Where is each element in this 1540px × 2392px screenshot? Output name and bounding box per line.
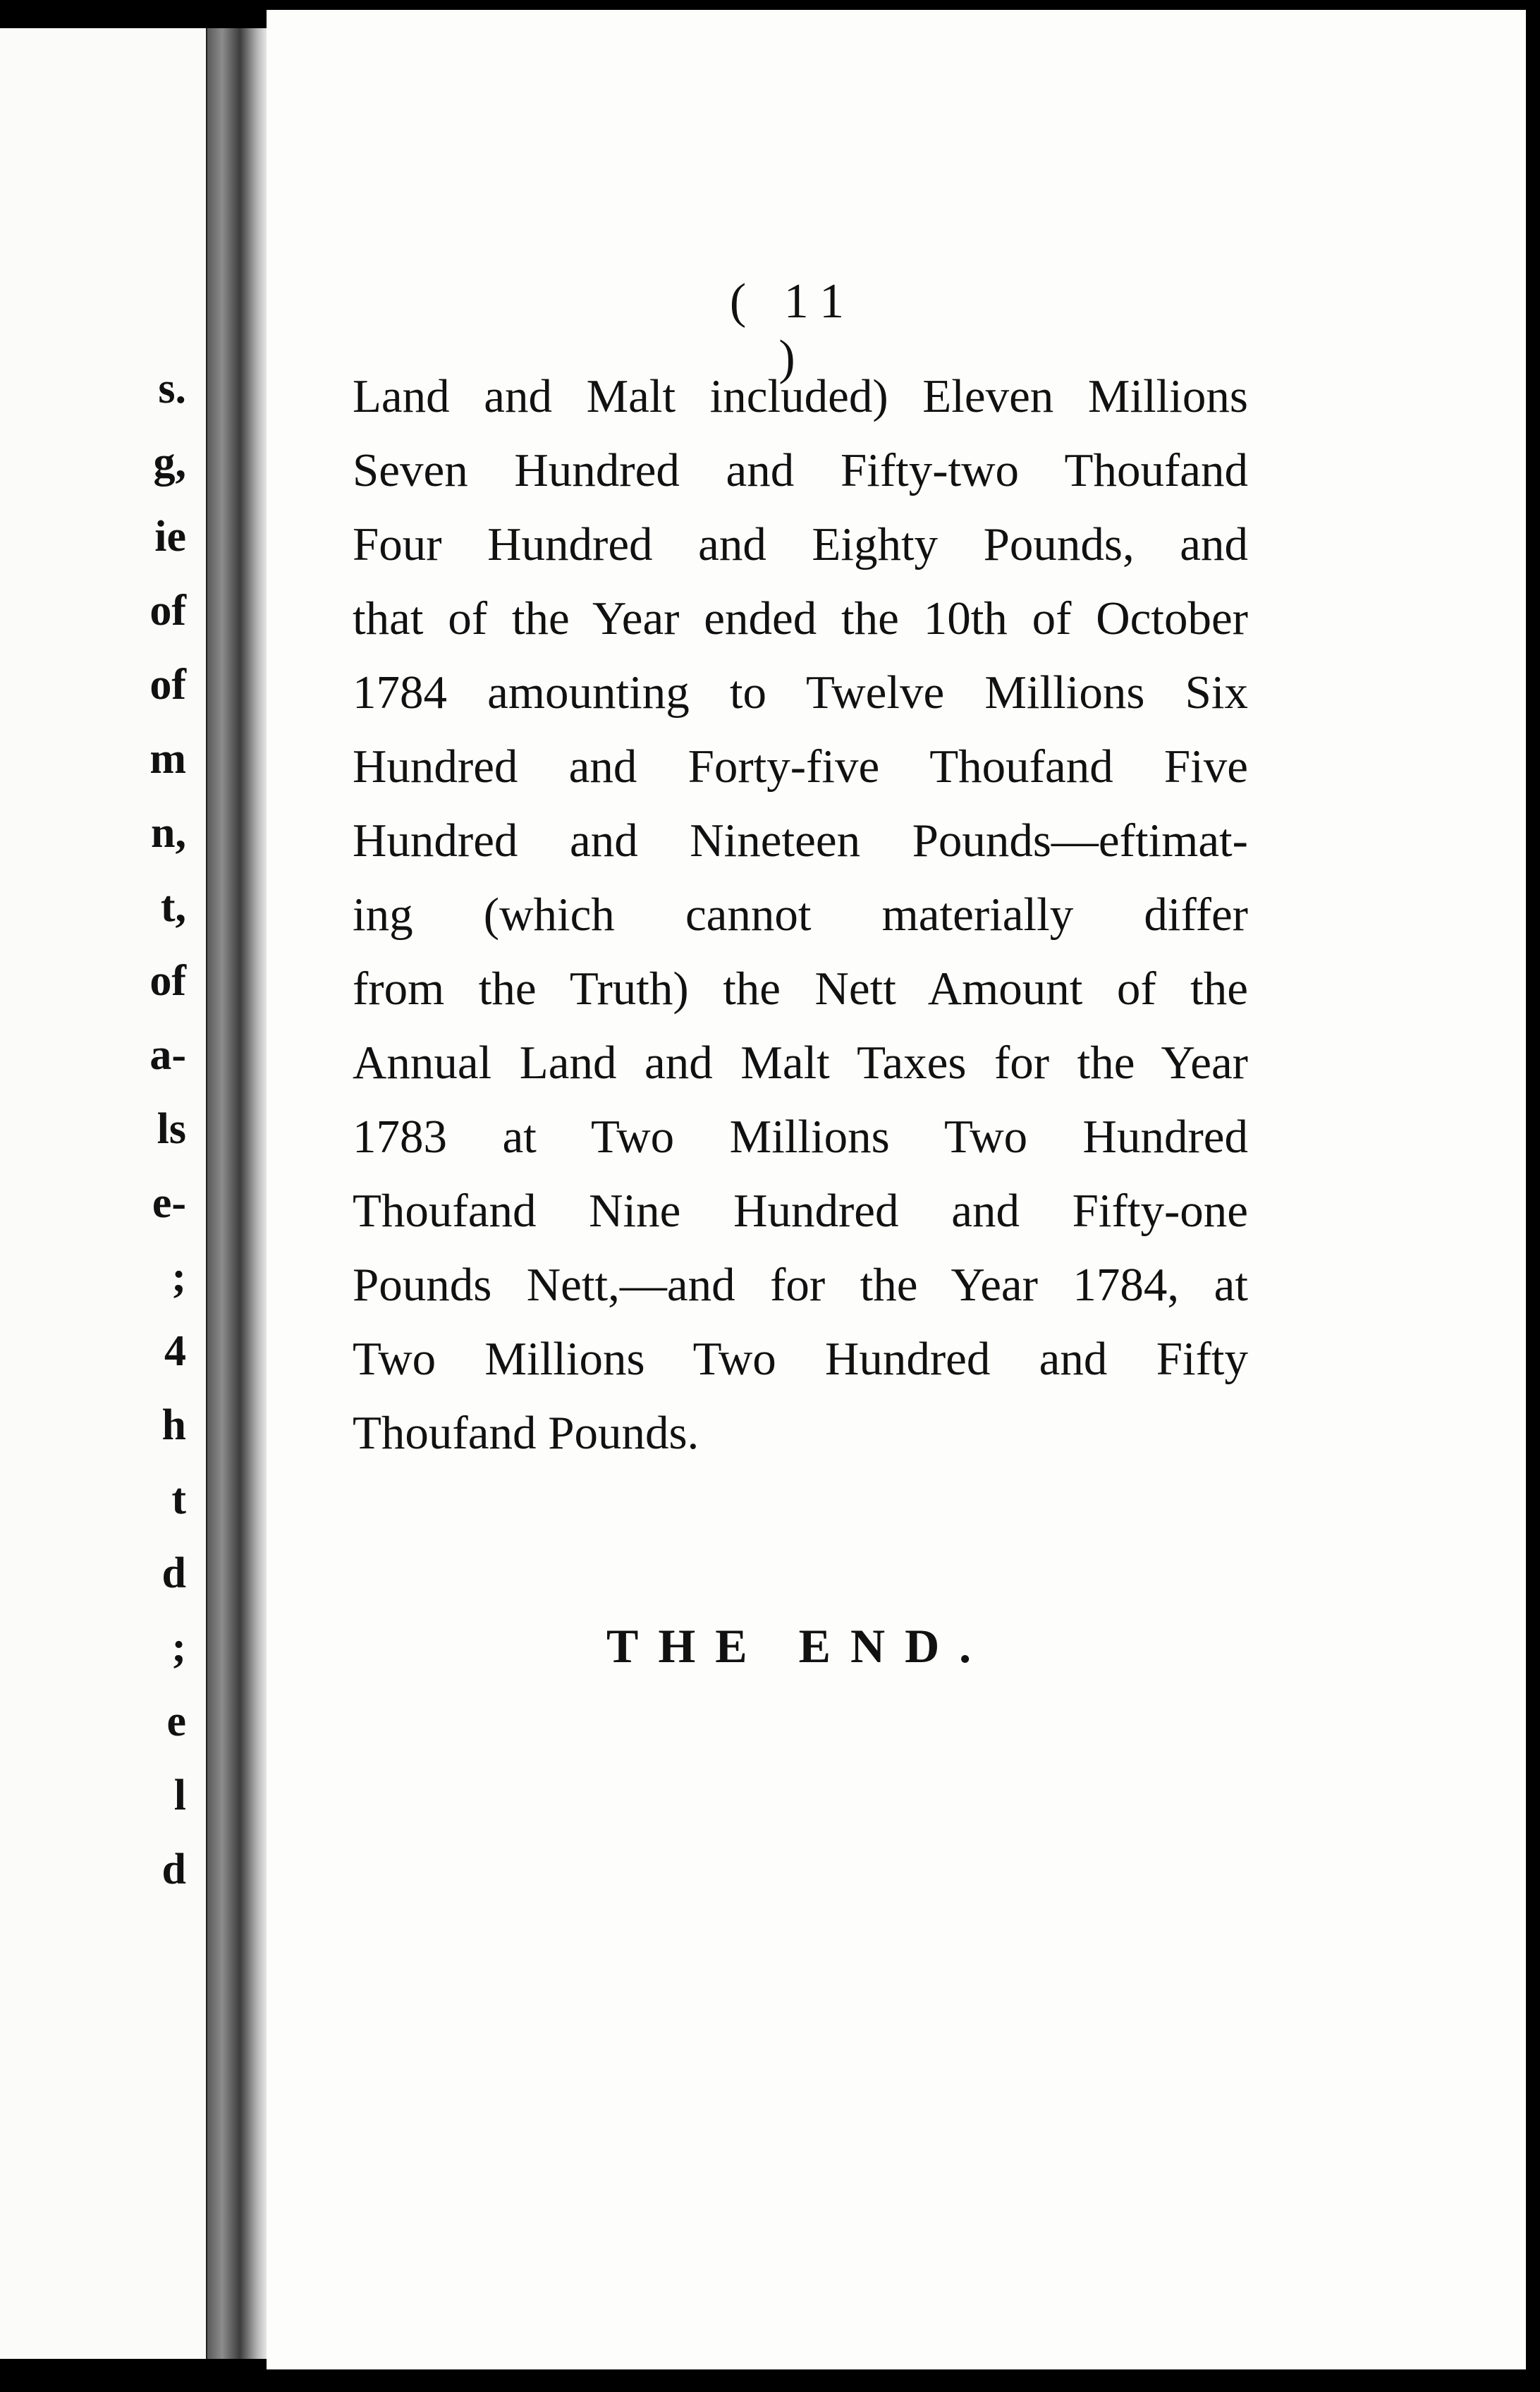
text-line: Pounds Nett,—and for the Year 1784, at — [353, 1259, 1248, 1311]
text-line: Four Hundred and Eighty Pounds, and — [353, 518, 1248, 570]
left-fragment: a- — [149, 1031, 186, 1079]
text-line: Seven Hundred and Fifty-two Thoufand — [353, 444, 1248, 496]
left-fragment: ie — [154, 513, 186, 561]
text-line: 1783 at Two Millions Two Hundred — [353, 1111, 1248, 1163]
left-fragment: d — [161, 1845, 186, 1893]
scan-bottom-border — [0, 2369, 1540, 2392]
text-line: Hundred and Forty-five Thoufand Five — [353, 740, 1248, 793]
left-fragment: m — [149, 735, 186, 783]
book-gutter — [207, 28, 267, 2359]
left-fragment: ; — [171, 1623, 186, 1671]
left-fragment: d — [161, 1549, 186, 1597]
left-fragment: ; — [171, 1253, 186, 1301]
text-line: Thoufand Nine Hundred and Fifty-one — [353, 1185, 1248, 1237]
text-line: Land and Malt included) Eleven Millions — [353, 370, 1248, 422]
text-line: 1784 amounting to Twelve Millions Six — [353, 666, 1248, 719]
left-fragment: t, — [160, 883, 186, 931]
closing-heading: THE END. — [606, 1619, 991, 1673]
left-fragment: e — [166, 1697, 186, 1745]
text-line: Two Millions Two Hundred and Fifty — [353, 1333, 1248, 1385]
text-line: Hundred and Nineteen Pounds—eftimat- — [353, 814, 1248, 867]
page-number: ( 11 ) — [729, 274, 857, 385]
left-fragment: t — [171, 1475, 186, 1523]
text-line: Thoufand Pounds. — [353, 1407, 699, 1459]
text-line: ing (which cannot materially differ — [353, 889, 1248, 941]
left-page-edge — [0, 28, 207, 2359]
left-fragment: of — [149, 957, 186, 1005]
text-line: from the Truth) the Nett Amount of the — [353, 963, 1248, 1015]
left-fragment: 4 — [164, 1327, 186, 1375]
left-fragment: n, — [151, 809, 186, 857]
left-fragment: h — [161, 1401, 186, 1449]
left-fragment: of — [149, 587, 186, 635]
left-fragment: of — [149, 661, 186, 709]
body-paragraph — [353, 360, 1248, 1470]
text-line: that of the Year ended the 10th of October — [353, 592, 1248, 645]
text-line: Annual Land and Malt Taxes for the Year — [353, 1037, 1248, 1089]
left-fragment: l — [173, 1771, 186, 1819]
left-fragment: s. — [158, 365, 186, 413]
left-fragment: g, — [153, 439, 186, 487]
left-fragment: ls — [157, 1105, 186, 1153]
left-fragment: e- — [152, 1179, 186, 1227]
